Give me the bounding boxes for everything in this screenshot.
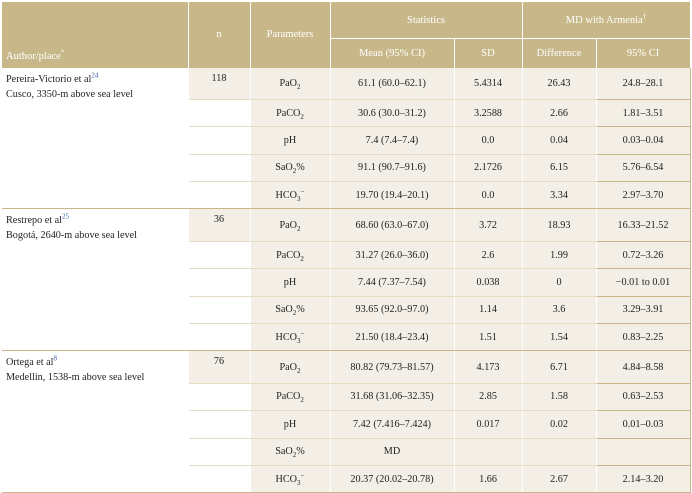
sd-cell: 0.038 [454,269,522,296]
place-text: Medellin, 1538-m above sea level [6,372,145,384]
difference-cell: 18.93 [522,209,596,241]
mean-ci-cell: 19.70 (19.4–20.1) [330,182,454,209]
ci95-cell: 3.29–3.91 [596,296,690,323]
parameter-subscript: 2 [292,167,297,176]
mean-ci-cell: 80.82 (79.73–81.57) [330,351,454,383]
parameter-subscript: 3 [297,478,301,487]
sd-cell: 0.017 [454,411,522,438]
mean-ci-cell: 61.1 (60.0–62.1) [330,68,454,100]
sd-cell: 3.72 [454,209,522,241]
parameter-cell [250,269,330,296]
n-cell-empty [188,438,250,465]
parameter-cell [250,154,330,181]
header-mean: Mean (95% CI) [330,39,454,68]
header-n: n [188,2,250,68]
sd-cell: 1.14 [454,296,522,323]
parameter-subscript: 2 [292,309,297,318]
parameter-cell [250,383,330,410]
n-cell: 36 [188,209,250,241]
parameter-subscript: 2 [300,112,304,121]
header-md-with-armenia: MD with Armenia† [522,2,690,39]
ci95-cell: 24.8–28.1 [596,68,690,100]
sd-cell: 5.4314 [454,68,522,100]
parameter-subscript: 2 [300,254,304,263]
sd-cell: 0.0 [454,127,522,154]
parameter-cell [250,296,330,323]
parameter-name: HCO [275,331,298,343]
parameter-name: PaO [279,219,298,231]
author-place-cell [2,68,188,209]
difference-cell: 6.15 [522,154,596,181]
difference-cell: 0.02 [522,411,596,438]
ci95-cell: 2.97–3.70 [596,182,690,209]
difference-cell: 26.43 [522,68,596,100]
mean-ci-cell: 93.65 (92.0–97.0) [330,296,454,323]
author-place-cell [2,351,188,493]
table-body [2,68,690,493]
header-statistics: Statistics [330,2,522,39]
parameter-subscript: 2 [292,451,297,460]
difference-cell: 6.71 [522,351,596,383]
place-text: Cusco, 3350-m above sea level [6,88,134,100]
mean-ci-cell: 31.68 (31.06–32.35) [330,383,454,410]
reference-link[interactable]: 24 [91,71,99,80]
parameter-subscript: 3 [297,194,301,203]
mean-ci-cell: 91.1 (90.7–91.6) [330,154,454,181]
sd-cell: 3.2588 [454,99,522,126]
table-row [2,68,690,100]
author-name: Pereira-Victorio et al [6,73,92,85]
parameter-cell [250,241,330,268]
n-cell-empty [188,411,250,438]
ci95-cell: 0.63–2.53 [596,383,690,410]
parameter-name: HCO [275,473,298,485]
parameter-name: PaCO [276,107,301,119]
sd-cell: 2.6 [454,241,522,268]
n-cell-empty [188,127,250,154]
parameter-name: SaO [275,162,293,174]
parameter-name: HCO [275,189,298,201]
parameter-cell [250,68,330,100]
table-row [2,209,690,241]
n-cell-empty [188,269,250,296]
difference-cell: 3.6 [522,296,596,323]
author-place-cell [2,209,188,351]
sd-cell: 1.66 [454,465,522,492]
parameter-cell [250,99,330,126]
header-author-place: Author/place* [2,2,188,68]
header-difference: Difference [522,39,596,68]
parameter-superscript: − [300,329,305,338]
parameter-subscript: 3 [297,336,301,345]
difference-cell: 3.34 [522,182,596,209]
sd-cell: 2.1726 [454,154,522,181]
ci95-cell: 16.33–21.52 [596,209,690,241]
difference-cell: 1.54 [522,324,596,351]
ci95-cell [596,438,690,465]
mean-ci-cell: 31.27 (26.0–36.0) [330,241,454,268]
parameter-suffix: % [296,446,305,458]
parameter-cell [250,209,330,241]
parameter-name: pH [283,418,297,430]
parameter-subscript: 2 [297,366,301,375]
mean-ci-cell: 7.42 (7.416–7.424) [330,411,454,438]
sd-cell: 2.85 [454,383,522,410]
difference-cell: 1.99 [522,241,596,268]
ci95-cell: 2.14–3.20 [596,465,690,492]
table-header [2,2,690,68]
author-name: Restrepo et al [6,215,63,227]
parameter-cell [250,465,330,492]
difference-cell: 2.66 [522,99,596,126]
parameter-cell [250,324,330,351]
parameter-cell [250,182,330,209]
mean-ci-cell: 7.44 (7.37–7.54) [330,269,454,296]
sd-cell [454,438,522,465]
parameter-name: PaCO [276,249,301,261]
ci95-cell: 0.01–0.03 [596,411,690,438]
n-cell-empty [188,99,250,126]
parameter-cell [250,438,330,465]
parameter-name: PaO [279,77,298,89]
parameter-cell [250,411,330,438]
mean-ci-cell: 21.50 (18.4–23.4) [330,324,454,351]
parameter-name: PaCO [276,391,301,403]
parameter-suffix: % [296,162,305,174]
difference-cell: 1.58 [522,383,596,410]
parameter-name: PaO [279,361,298,373]
n-cell: 76 [188,351,250,383]
mean-ci-cell: 68.60 (63.0–67.0) [330,209,454,241]
ci95-cell: −0.01 to 0.01 [596,269,690,296]
parameter-subscript: 2 [297,224,301,233]
sd-cell: 4.173 [454,351,522,383]
parameter-superscript: − [300,187,305,196]
parameter-cell [250,127,330,154]
difference-cell [522,438,596,465]
ci95-cell: 0.03–0.04 [596,127,690,154]
data-table [2,2,691,493]
difference-cell: 0.04 [522,127,596,154]
author-name: Ortega et al [6,357,54,369]
n-cell: 118 [188,68,250,100]
parameter-suffix: % [296,304,305,316]
n-cell-empty [188,324,250,351]
reference-link[interactable]: 25 [62,213,70,222]
mean-ci-cell: 30.6 (30.0–31.2) [330,99,454,126]
ci95-cell: 0.72–3.26 [596,241,690,268]
difference-cell: 0 [522,269,596,296]
sd-cell: 0.0 [454,182,522,209]
header-ci95: 95% CI [596,39,690,68]
ci95-cell: 4.84–8.58 [596,351,690,383]
n-cell-empty [188,241,250,268]
mean-ci-cell: 7.4 (7.4–7.4) [330,127,454,154]
parameter-subscript: 2 [297,82,301,91]
sd-cell: 1.51 [454,324,522,351]
parameter-subscript: 2 [300,396,304,405]
place-text: Bogotá, 2640-m above sea level [6,230,137,242]
mean-ci-cell: 20.37 (20.02–20.78) [330,465,454,492]
parameter-name: SaO [275,446,293,458]
reference-link[interactable]: 8 [53,355,58,364]
parameter-name: pH [283,134,297,146]
parameter-superscript: − [300,471,305,480]
n-cell-empty [188,182,250,209]
ci95-cell: 0.83–2.25 [596,324,690,351]
ci95-cell: 5.76–6.54 [596,154,690,181]
header-sd: SD [454,39,522,68]
n-cell-empty [188,383,250,410]
n-cell-empty [188,465,250,492]
mean-ci-cell: MD [330,438,454,465]
table-row [2,351,690,383]
parameter-cell [250,351,330,383]
ci95-cell: 1.81–3.51 [596,99,690,126]
parameter-name: pH [283,276,297,288]
difference-cell: 2.67 [522,465,596,492]
n-cell-empty [188,296,250,323]
header-parameters: Parameters [250,2,330,68]
n-cell-empty [188,154,250,181]
parameter-name: SaO [275,304,293,316]
